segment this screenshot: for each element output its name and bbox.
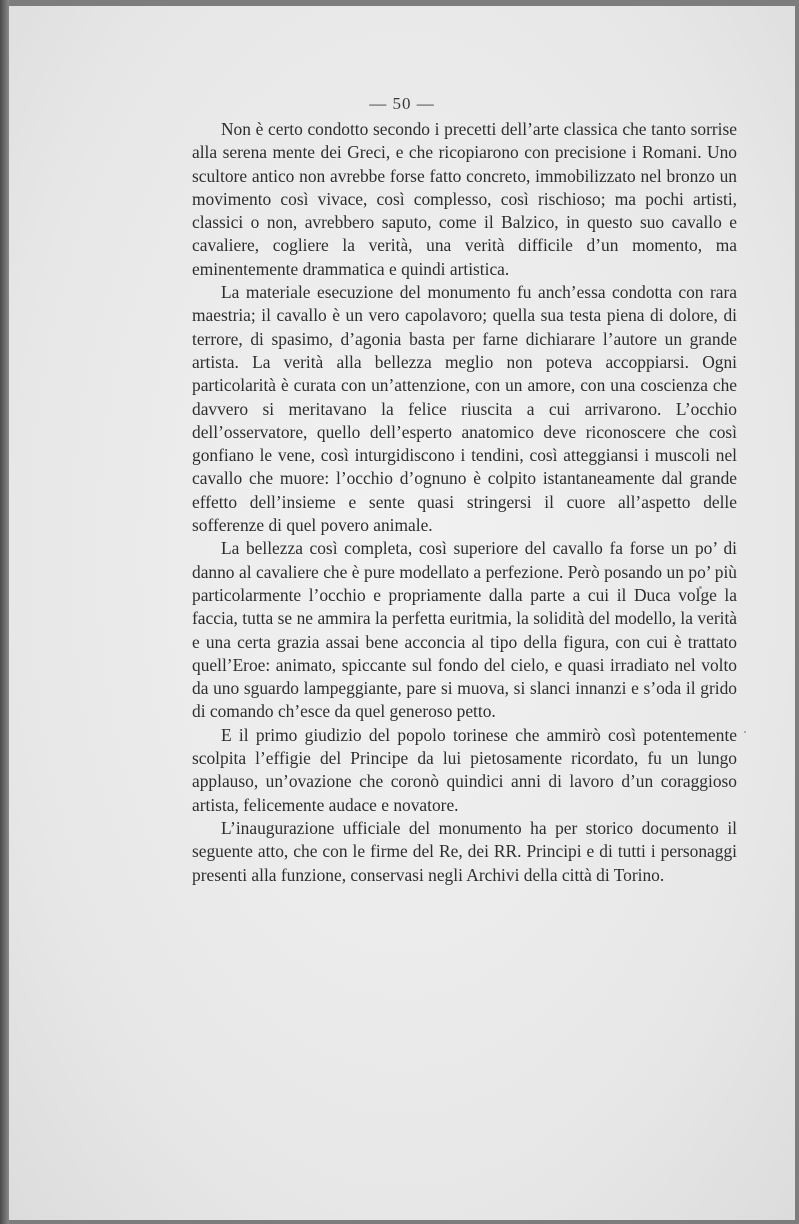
paragraph-5: L’inaugurazione ufficiale del monumento ha per storico documento il seguente atto, che con le firme del Re, dei RR. Principi e di tutti i personaggi presenti alla funzione, conservasi negli Archivi della città di Torino.: [192, 817, 737, 885]
paper-speck: [744, 731, 746, 733]
paragraph-2: La materiale esecuzione del monumento fu anch’essa condotta con rara maestria; il cavallo è un vero capolavoro; quella sua testa piena di dolore, di terrore, di spasimo, d’agonia basta per farne dichiarare l’autore un grande artista. La verità alla bellezza meglio non poteva accoppiarsi. Ogni particolarità è curata con un’attenzione, con un amore, con una coscienza che davvero si meritavano la felice riuscita a cui arrivarono. L’occhio dell’osservatore, quello dell’esperto anatomico deve riconoscere che così gonfiano le vene, così inturgidiscono i tendini, così atteggiansi i muscoli nel cavallo che muore: l’occhio d’ognuno è colpito istantaneamente dal grande effetto dell’insieme e sente quasi stringersi il cuore all’aspetto delle sofferenze di quel povero animale.: [192, 282, 737, 536]
scan-left-edge: [0, 0, 9, 1224]
page-number: — 50 —: [369, 94, 435, 113]
paragraph-4: E il primo giudizio del popolo torinese che ammirò così potentemente scolpita l’effigie del Principe da lui pietosamente ricordato, fu un lungo applauso, un’ovazione che coronò quindici anni di lavoro d’un coraggioso artista, felicemente audace e novatore.: [192, 724, 737, 815]
paragraph-3: La bellezza così completa, così superiore del cavallo fa forse un po’ di danno al cavaliere che è pure modellato a perfezione. Però posando un po’ più particolarmente l’occhio e propriamente dalla parte a cui il Duca volge la faccia, tutta se ne ammira la perfetta euritmia, la solidità del modello, la verità e una certa grazia assai bene acconcia al tipo della figura, con cui è trattato quell’Eroe: animato, spiccante sul fondo del cielo, e quasi irradiato nel volto da uno sguardo lampeggiante, pare si muova, si slanci innanzi e s’oda il grido di comando ch’esce da quel generoso petto.: [192, 538, 737, 722]
paragraph-1: Non è certo condotto secondo i precetti dell’arte classica che tanto sorrise alla serena mente dei Greci, e che ricopiarono con precisione i Romani. Uno scultore antico non avrebbe forse fatto concreto, immobilizzato nel bronzo un movimento così vivace, così complesso, così rischioso; ma pochi artisti, classici o non, avrebbero saputo, come il Balzico, in questo suo cavallo e cavaliere, cogliere la verità, una verità difficile d’un momento, ma eminentemente drammatica e quindi artistica.: [192, 119, 737, 279]
body-text: [192, 118, 737, 887]
